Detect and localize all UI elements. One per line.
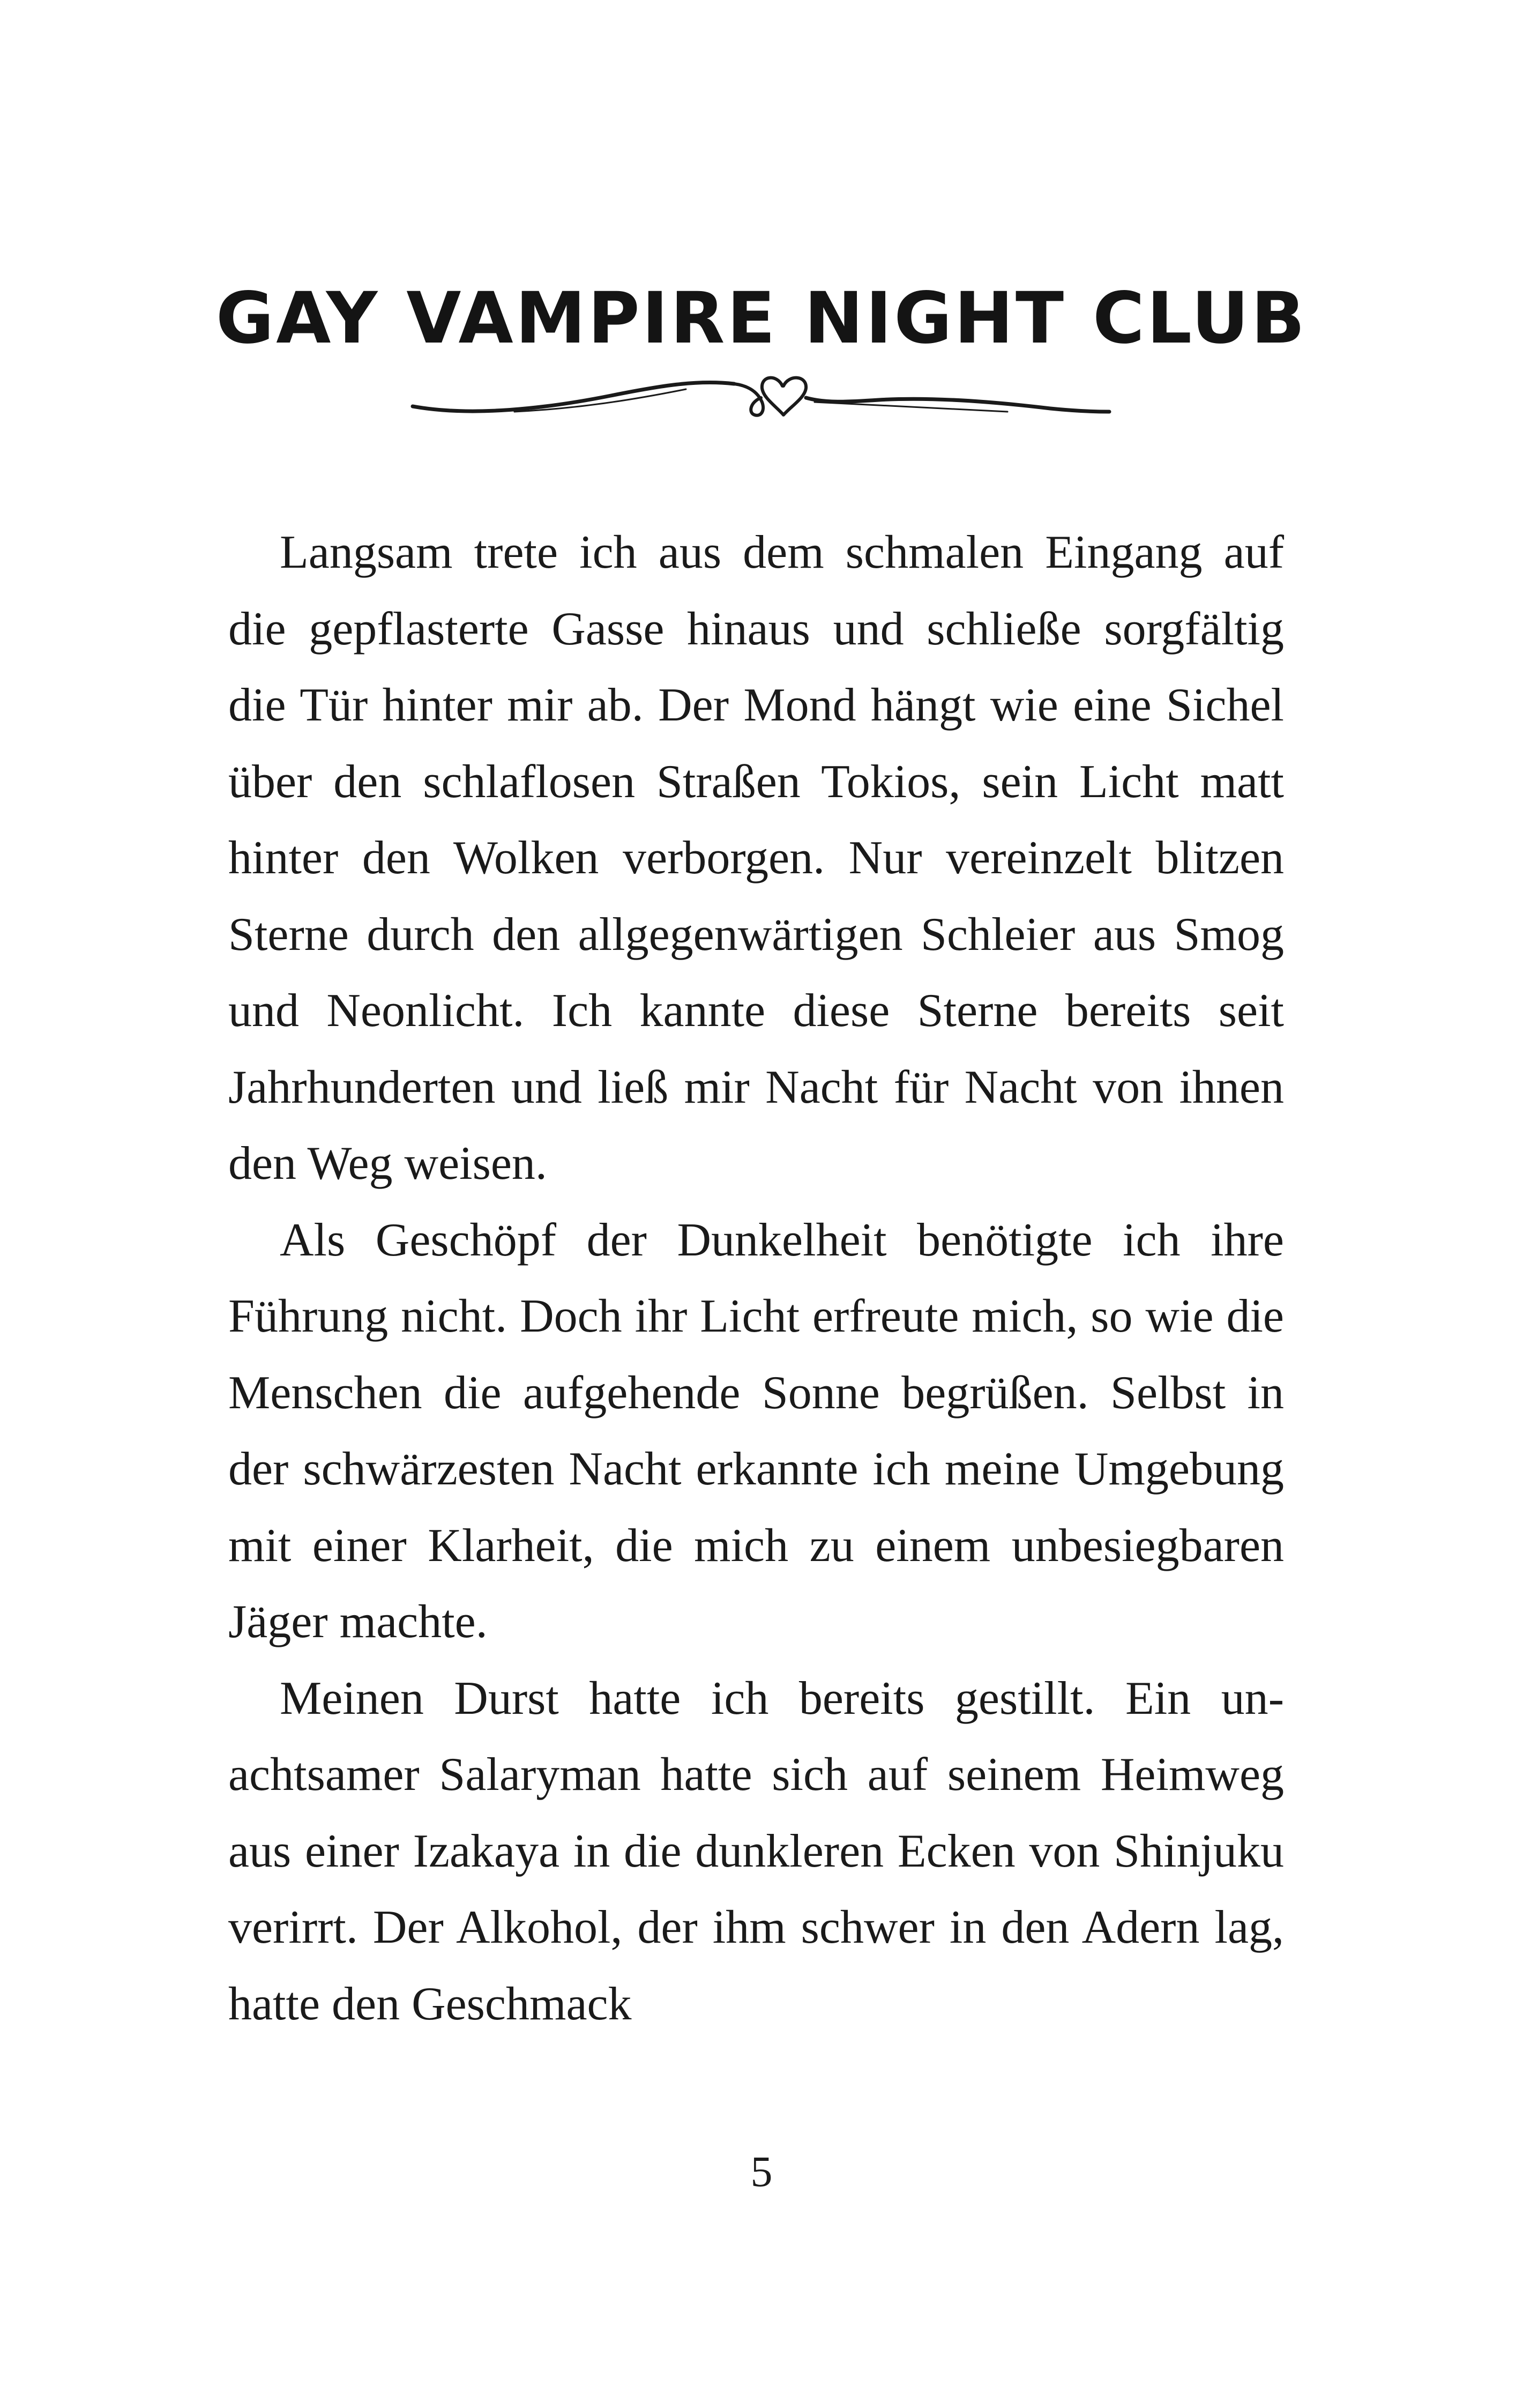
paragraph-3: Meinen Durst hatte ich bereits gestillt. Ein unachtsamer Salaryman hatte sich auf seinem Heimweg aus einer Izakaya in die dunkleren Ecken von Shinjuku verirrt. Der Alkohol, der ihm schwer in den Adern lag, hatte den Geschmack	[228, 1672, 1284, 2030]
paragraph-2: Als Geschöpf der Dunkelheit benötigte ich ihre Führung nicht. Doch ihr Licht erfreute mich, so wie die Menschen die aufgehende Sonne begrüßen. Selbst in der schwärzesten Nacht erkannte ich meine Umgebung mit einer Klarheit, die mich zu einem unbesiegbaren Jäger machte.	[228, 1214, 1284, 1648]
chapter-title: GAY VAMPIRE NIGHT CLUB	[215, 277, 1308, 360]
heart-flourish-divider-icon	[407, 348, 1115, 429]
body-text	[228, 515, 1284, 2042]
page-number: 5	[750, 2147, 773, 2196]
paragraph-1: Langsam trete ich aus dem schmalen Eingang auf die gepflasterte Gasse hinaus und schließe sorgfältig die Tür hinter mir ab. Der Mond hängt wie eine Sichel über den schlaflosen Straßen Tokios, sein Licht matt hinter den Wolken verborgen. Nur vereinzelt blitzen Sterne durch den allgegenwärtigen Schleier aus Smog und Neonlicht. Ich kannte diese Sterne bereits seit Jahrhunderten und ließ mir Nacht für Nacht von ihnen den Weg weisen.	[228, 526, 1284, 1190]
